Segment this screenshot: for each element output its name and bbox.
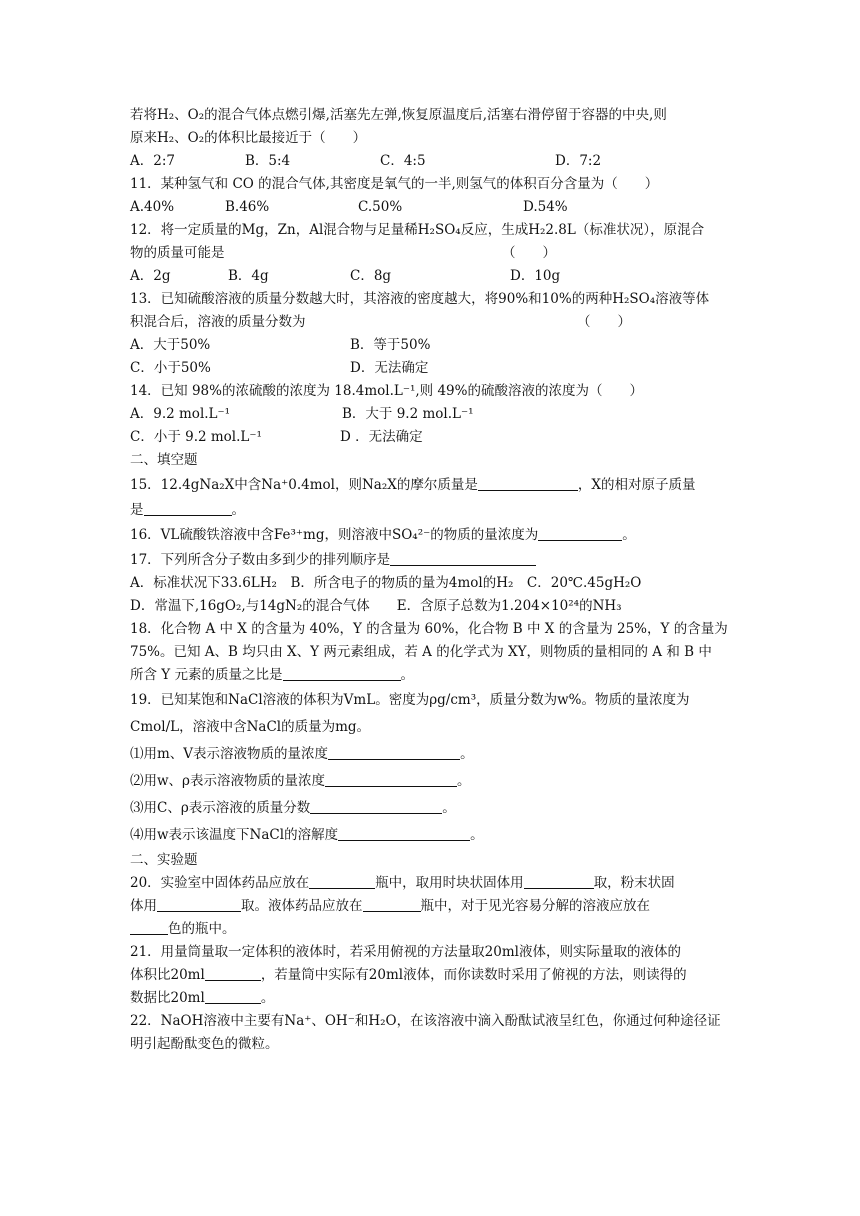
q18-line2: 75%。已知 A、B 均只由 X、Y 两元素组成，若 A 的化学式为 XY，则物质的量相同的 A 和 B 中	[130, 644, 712, 660]
q12-option-b: B．4g	[228, 268, 269, 284]
q20-text-g: 色的瓶中。	[168, 921, 236, 937]
q20-line2	[130, 895, 730, 918]
section-fill-blank-heading: 二、填空题	[130, 452, 198, 468]
q12-answer-paren: （ ）	[502, 245, 556, 261]
q18-text-b: 。	[400, 667, 414, 683]
q13-option-d: D．无法确定	[350, 360, 429, 376]
q12-option-a: A．2g	[130, 268, 171, 284]
q15-text-d: 。	[231, 502, 245, 518]
section-experiment-heading: 二、实验题	[130, 852, 198, 868]
q13-options-row2	[130, 357, 730, 380]
q17-stem: 17．下列所含分子数由多到少的排列顺序是	[130, 552, 391, 568]
q17-choices-2: D．常温下,16gO₂,与14gN₂的混合气体 E．含原子总数为1.204×10²⁴的NH₃	[130, 598, 622, 614]
q19-sub3-text: ⑶用C、ρ表示溶液的质量分数	[130, 800, 311, 816]
q21-blank-2[interactable]	[205, 988, 261, 1004]
q19-sub4-blank[interactable]	[338, 825, 470, 841]
q19-line2: Cmol/L，溶液中含NaCl的质量为mg。	[130, 719, 371, 735]
q11-option-b: B.46%	[225, 199, 270, 215]
q14-options-row2	[130, 426, 730, 449]
q18-text-a: 所含 Y 元素的质量之比是	[130, 667, 283, 683]
q12-option-d: D．10g	[510, 268, 561, 284]
q13-stem-end: 积混合后，溶液的质量分数为	[130, 314, 306, 330]
q13-option-a: A．大于50%	[130, 337, 211, 353]
q17-choices-1: A．标准状况下33.6LH₂ B．所含电子的物质的量为4mol的H₂ C．20℃.45gH₂O	[130, 575, 642, 591]
q13-option-c: C．小于50%	[130, 360, 211, 376]
q10-option-b: B．5:4	[245, 153, 291, 169]
q19-sub4-end: 。	[470, 827, 484, 843]
q19-sub2-blank[interactable]	[325, 771, 457, 787]
q20-text-f: 瓶中，对于见光容易分解的溶液应放在	[420, 898, 650, 914]
q15-text-b: ，X的相对原子质量	[577, 477, 696, 493]
q19-sub1	[130, 741, 730, 768]
q10-line2: 原来H₂、O₂的体积比最接近于（ ）	[130, 130, 367, 146]
q20-text-b: 瓶中，取用时块状固体用	[375, 875, 524, 891]
q13-answer-paren: （ ）	[577, 314, 631, 330]
q21-text-d: 。	[260, 990, 275, 1006]
q20-blank-powder-tool[interactable]	[157, 896, 241, 912]
q19-sub1-blank[interactable]	[328, 744, 460, 760]
q10-option-a: A．2:7	[130, 153, 175, 169]
q20-blank-lump-tool[interactable]	[524, 873, 594, 889]
q15-blank-molar-mass[interactable]	[478, 475, 578, 491]
q20-blank-liquid-bottle[interactable]	[363, 896, 421, 912]
q15-text-c: 是	[130, 502, 144, 518]
q10-option-c: C．4:5	[380, 153, 426, 169]
q14-option-a: A．9.2 mol.L⁻¹	[130, 406, 231, 422]
q20-line3	[130, 918, 730, 941]
q17-blank[interactable]	[390, 550, 536, 566]
q14-option-d: D ．无法确定	[340, 429, 423, 445]
q19-sub2-end: 。	[457, 773, 471, 789]
q17-stem-line	[130, 549, 730, 572]
q19-sub4-text: ⑷用w表示该温度下NaCl的溶解度	[130, 827, 339, 843]
q16-text-b: 。	[622, 527, 636, 543]
q11-option-c: C.50%	[358, 199, 403, 215]
q18-blank[interactable]	[283, 665, 401, 681]
q18-line3	[130, 664, 730, 687]
q14-option-b: B．大于 9.2 mol.L⁻¹	[342, 406, 474, 422]
q21-line2	[130, 964, 730, 987]
q16-line	[130, 522, 730, 549]
q10-options	[130, 150, 730, 173]
q11-stem: 11．某种氢气和 CO 的混合气体,其密度是氧气的一半,则氢气的体积百分含量为（ ）	[130, 176, 659, 192]
q15-line1	[130, 472, 730, 499]
q21-line3	[130, 987, 730, 1010]
q10-option-d: D．7:2	[555, 153, 602, 169]
q19-sub1-text: ⑴用m、V表示溶液物质的量浓度	[130, 746, 329, 762]
q20-text-c: 取，粉末状固	[593, 875, 675, 891]
q14-options-row1	[130, 403, 730, 426]
q21-text-a: 体积比20ml	[130, 967, 205, 983]
q22-line2: 明引起酚酞变色的微粒。	[130, 1036, 279, 1052]
q13-line2	[130, 311, 730, 334]
q21-line1: 21．用量筒量取一定体积的液体时，若采用俯视的方法量取20ml液体，则实际量取的液体的	[130, 944, 681, 960]
q13-line1: 13．已知硫酸溶液的质量分数越大时，其溶液的密度越大，将90%和10%的两种H₂SO₄溶液等体	[130, 291, 710, 307]
q11-option-d: D.54%	[523, 199, 568, 215]
q19-sub3-blank[interactable]	[310, 798, 442, 814]
q19-sub2	[130, 768, 730, 795]
q13-option-b: B．等于50%	[350, 337, 431, 353]
q22-line1: 22．NaOH溶液中主要有Na⁺、OH⁻和H₂O，在该溶液中滴入酚酞试液呈红色，你通过何种途径证	[130, 1013, 721, 1029]
q19-sub3	[130, 795, 730, 822]
q12-line1: 12．将一定质量的Mg，Zn，Al混合物与足量稀H₂SO₄反应，生成H₂2.8L（标准状况），原混合	[130, 222, 705, 238]
q20-blank-color[interactable]	[130, 919, 168, 935]
q20-line1	[130, 872, 730, 895]
q16-blank[interactable]	[538, 525, 622, 541]
q20-blank-container[interactable]	[309, 873, 375, 889]
q15-blank-atomic-mass[interactable]	[144, 500, 232, 516]
q15-line2	[130, 499, 730, 522]
q20-text-d: 体用	[130, 898, 157, 914]
q11-options	[130, 196, 730, 219]
q19-sub1-end: 。	[460, 746, 474, 762]
q11-option-a: A.40%	[130, 199, 175, 215]
q12-option-c: C．8g	[350, 268, 392, 284]
q13-options-row1	[130, 334, 730, 357]
q20-text-a: 20．实验室中固体药品应放在	[130, 875, 310, 891]
q20-text-e: 取。液体药品应放在	[241, 898, 363, 914]
q19-sub3-end: 。	[442, 800, 456, 816]
q14-option-c: C．小于 9.2 mol.L⁻¹	[130, 429, 262, 445]
q19-line1: 19．已知某饱和NaCl溶液的体积为VmL。密度为ρg/cm³，质量分数为w%。物质的量浓度为	[130, 692, 690, 708]
worksheet-content	[130, 104, 730, 1056]
q12-stem-end: 物的质量可能是	[130, 245, 225, 261]
q18-line1: 18．化合物 A 中 X 的含量为 40%，Y 的含量为 60%，化合物 B 中 X 的含量为 25%，Y 的含量为	[130, 621, 728, 637]
q19-sub4	[130, 822, 730, 849]
q21-text-b: ，若量筒中实际有20ml液体，而你读数时采用了俯视的方法，则读得的	[260, 967, 687, 983]
q21-blank-1[interactable]	[205, 965, 261, 981]
q12-line2	[130, 242, 730, 265]
q12-options	[130, 265, 730, 288]
q14-stem: 14．已知 98%的浓硫酸的浓度为 18.4mol.L⁻¹,则 49%的硫酸溶液的浓度为（ ）	[130, 383, 643, 399]
q16-text-a: 16．VL硫酸铁溶液中含Fe³⁺mg，则溶液中SO₄²⁻的物质的量浓度为	[130, 527, 539, 543]
q19-sub2-text: ⑵用w、ρ表示溶液物质的量浓度	[130, 773, 325, 789]
q10-line1: 若将H₂、O₂的混合气体点燃引爆,活塞先左弹,恢复原温度后,活塞右滑停留于容器的中央,则	[130, 107, 667, 123]
q21-text-c: 数据比20ml	[130, 990, 205, 1006]
q15-text-a: 15．12.4gNa₂X中含Na⁺0.4mol，则Na₂X的摩尔质量是	[130, 477, 478, 493]
